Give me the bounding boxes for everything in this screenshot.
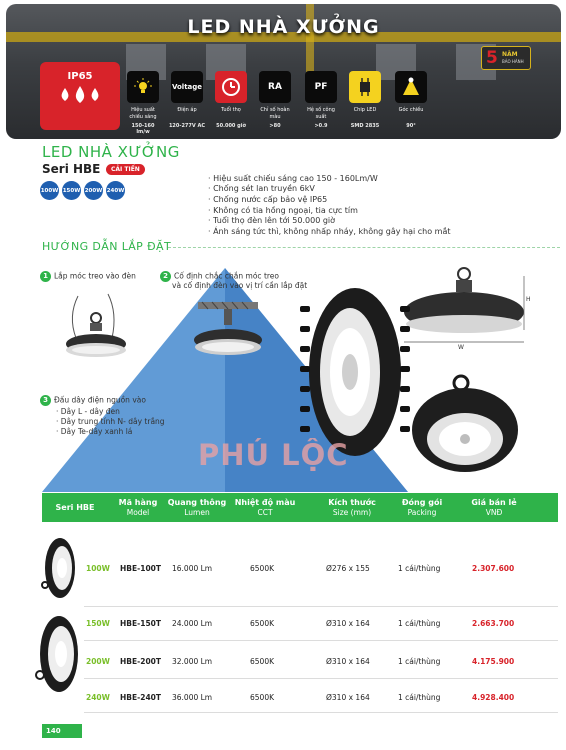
product-series: Seri HBE xyxy=(42,162,101,176)
ra-icon: RA xyxy=(259,71,291,103)
row-packing: 1 cái/thùng xyxy=(398,619,441,628)
feature-value: >80 xyxy=(269,123,281,129)
feature-beam-angle xyxy=(392,71,430,129)
wire-line: · Dây trung tính N- dây trắng xyxy=(56,417,165,426)
row-model: HBE-100T xyxy=(120,564,162,573)
feature-label: Hiệu suất chiếu sáng xyxy=(129,107,157,120)
warranty-unit: NĂM xyxy=(502,51,518,58)
step-text: Cố định chắc chắn móc treo xyxy=(174,271,279,281)
feature-label: Chip LED xyxy=(353,107,377,113)
row-divider xyxy=(84,678,558,679)
banner-title: LED NHÀ XƯỞNG xyxy=(187,16,380,38)
feature-voltage xyxy=(168,71,206,129)
clock-icon xyxy=(215,71,247,103)
spec-bullet: · Chống sét lan truyền 6kV xyxy=(208,184,315,193)
chip-icon xyxy=(349,71,381,103)
row-price: 2.307.600 xyxy=(472,564,515,573)
lamp-mounted-illustration xyxy=(188,296,278,368)
feature-value: 120-277V AC xyxy=(168,123,206,129)
feature-chip xyxy=(346,71,384,129)
beam-angle-icon xyxy=(395,71,427,103)
ip-rating-card xyxy=(40,62,120,130)
improved-badge: CẢI TIẾN xyxy=(106,164,145,175)
row-divider xyxy=(84,712,558,713)
feature-pf xyxy=(302,71,340,129)
row-lumen: 32.000 Lm xyxy=(172,657,213,666)
product-title: LED NHÀ XƯỞNG xyxy=(42,143,180,161)
row-lumen: 36.000 Lm xyxy=(172,693,213,702)
row-cct: 6500K xyxy=(250,619,275,628)
power-badge: 100W xyxy=(40,181,59,200)
step-text-cont: và cố định đèn vào vị trí cần lắp đặt xyxy=(172,281,308,290)
pf-icon: PF xyxy=(305,71,337,103)
feature-efficiency xyxy=(124,71,162,135)
voltage-icon: Voltage xyxy=(171,71,203,103)
step-number: 2 xyxy=(160,271,171,282)
dimension-drawing xyxy=(396,262,546,354)
row-size: Ø310 x 164 xyxy=(326,657,370,666)
spec-bullet: · Không có tia hồng ngoại, tia cực tím xyxy=(208,206,358,215)
feature-value: 50.000 giờ xyxy=(216,123,246,129)
row-lumen: 24.000 Lm xyxy=(172,619,213,628)
feature-value: SMD 2835 xyxy=(350,123,380,129)
row-model: HBE-150T xyxy=(120,619,162,628)
power-badge: 200W xyxy=(84,181,103,200)
install-step-1 xyxy=(40,271,136,282)
wire-line: · Dây Te-dây xanh lá xyxy=(56,427,133,436)
row-lumen: 16.000 Lm xyxy=(172,564,213,573)
row-model: HBE-240T xyxy=(120,693,162,702)
ip-label: IP65 xyxy=(67,71,93,82)
dim-width-label: W xyxy=(458,344,464,351)
install-title: HƯỚNG DẪN LẮP ĐẶT xyxy=(42,240,172,253)
row-power: 240W xyxy=(86,693,110,702)
row-packing: 1 cái/thùng xyxy=(398,693,441,702)
hero-lamp-large xyxy=(300,286,410,458)
step-text: Đấu dây điện nguồn vào xyxy=(54,395,146,405)
feature-label: Góc chiếu xyxy=(398,107,424,113)
feature-value: 90° xyxy=(406,123,416,129)
feature-label: Hệ số công suất xyxy=(307,107,335,120)
dim-height-label: H xyxy=(526,296,531,303)
feature-value: >0.9 xyxy=(314,123,328,129)
row-model: HBE-200T xyxy=(120,657,162,666)
warranty-badge xyxy=(481,46,531,70)
col-header-packing: Đóng gói Packing xyxy=(401,498,443,517)
spec-bullet: · Tuổi thọ đèn lên tới 50.000 giờ xyxy=(208,216,336,225)
col-header-price: Giá bán lẻ VNĐ xyxy=(471,498,517,517)
warranty-years: 5 xyxy=(486,48,498,68)
feature-lifespan xyxy=(212,71,250,129)
row-size: Ø310 x 164 xyxy=(326,619,370,628)
section-divider xyxy=(168,247,560,248)
row-divider xyxy=(84,640,558,641)
power-badge: 240W xyxy=(106,181,125,200)
row-cct: 6500K xyxy=(250,657,275,666)
row-cct: 6500K xyxy=(250,693,275,702)
warranty-sub: BẢO HÀNH xyxy=(502,59,524,64)
row-divider xyxy=(84,606,558,607)
product-image-100w xyxy=(40,535,76,601)
row-power: 200W xyxy=(86,657,110,666)
page-number: 140 xyxy=(42,724,82,738)
spec-bullet: · Ánh sáng tức thì, không nhấp nháy, không gây hại cho mắt xyxy=(208,227,451,236)
row-cct: 6500K xyxy=(250,564,275,573)
bulb-icon xyxy=(127,71,159,103)
row-price: 4.175.900 xyxy=(472,657,515,666)
power-badge: 150W xyxy=(62,181,81,200)
row-price: 4.928.400 xyxy=(472,693,515,702)
feature-value: 150-160 lm/w xyxy=(131,123,155,135)
feature-label: Điện áp xyxy=(177,107,197,113)
wire-line: · Dây L - dây đen xyxy=(56,407,120,416)
col-header-cct: Nhiệt độ màu CCT xyxy=(234,498,296,517)
col-header-size: Kích thước Size (mm) xyxy=(328,498,376,517)
product-image-150-240w xyxy=(34,612,80,696)
header-banner xyxy=(6,4,561,139)
crane-column xyxy=(306,4,314,74)
feature-label: Chỉ số hoàn màu xyxy=(260,107,290,120)
row-power: 150W xyxy=(86,619,110,628)
table-header xyxy=(42,493,558,522)
row-packing: 1 cái/thùng xyxy=(398,657,441,666)
install-step-3 xyxy=(40,395,146,406)
row-price: 2.663.700 xyxy=(472,619,515,628)
spec-bullet: · Chống nước cấp bảo vệ IP65 xyxy=(208,195,328,204)
spec-bullet: · Hiệu suất chiếu sáng cao 150 - 160Lm/W xyxy=(208,174,378,183)
row-power: 100W xyxy=(86,564,110,573)
lamp-with-hook-illustration xyxy=(58,292,130,368)
row-packing: 1 cái/thùng xyxy=(398,564,441,573)
row-size: Ø310 x 164 xyxy=(326,693,370,702)
col-header-model: Mã hàng Model xyxy=(118,498,158,517)
feature-ra xyxy=(256,71,294,129)
feature-label: Tuổi thọ xyxy=(221,107,241,113)
step-number: 3 xyxy=(40,395,51,406)
watermark-logo: PHÚ LỘC xyxy=(198,438,349,472)
water-drop-icon xyxy=(40,86,120,108)
step-text: Lắp móc treo vào đèn xyxy=(54,271,136,281)
step-number: 1 xyxy=(40,271,51,282)
hero-lamp-small xyxy=(410,385,520,475)
col-header-lumen: Quang thông Lumen xyxy=(167,498,227,517)
col-header-series: Seri HBE xyxy=(55,503,95,512)
row-size: Ø276 x 155 xyxy=(326,564,370,573)
